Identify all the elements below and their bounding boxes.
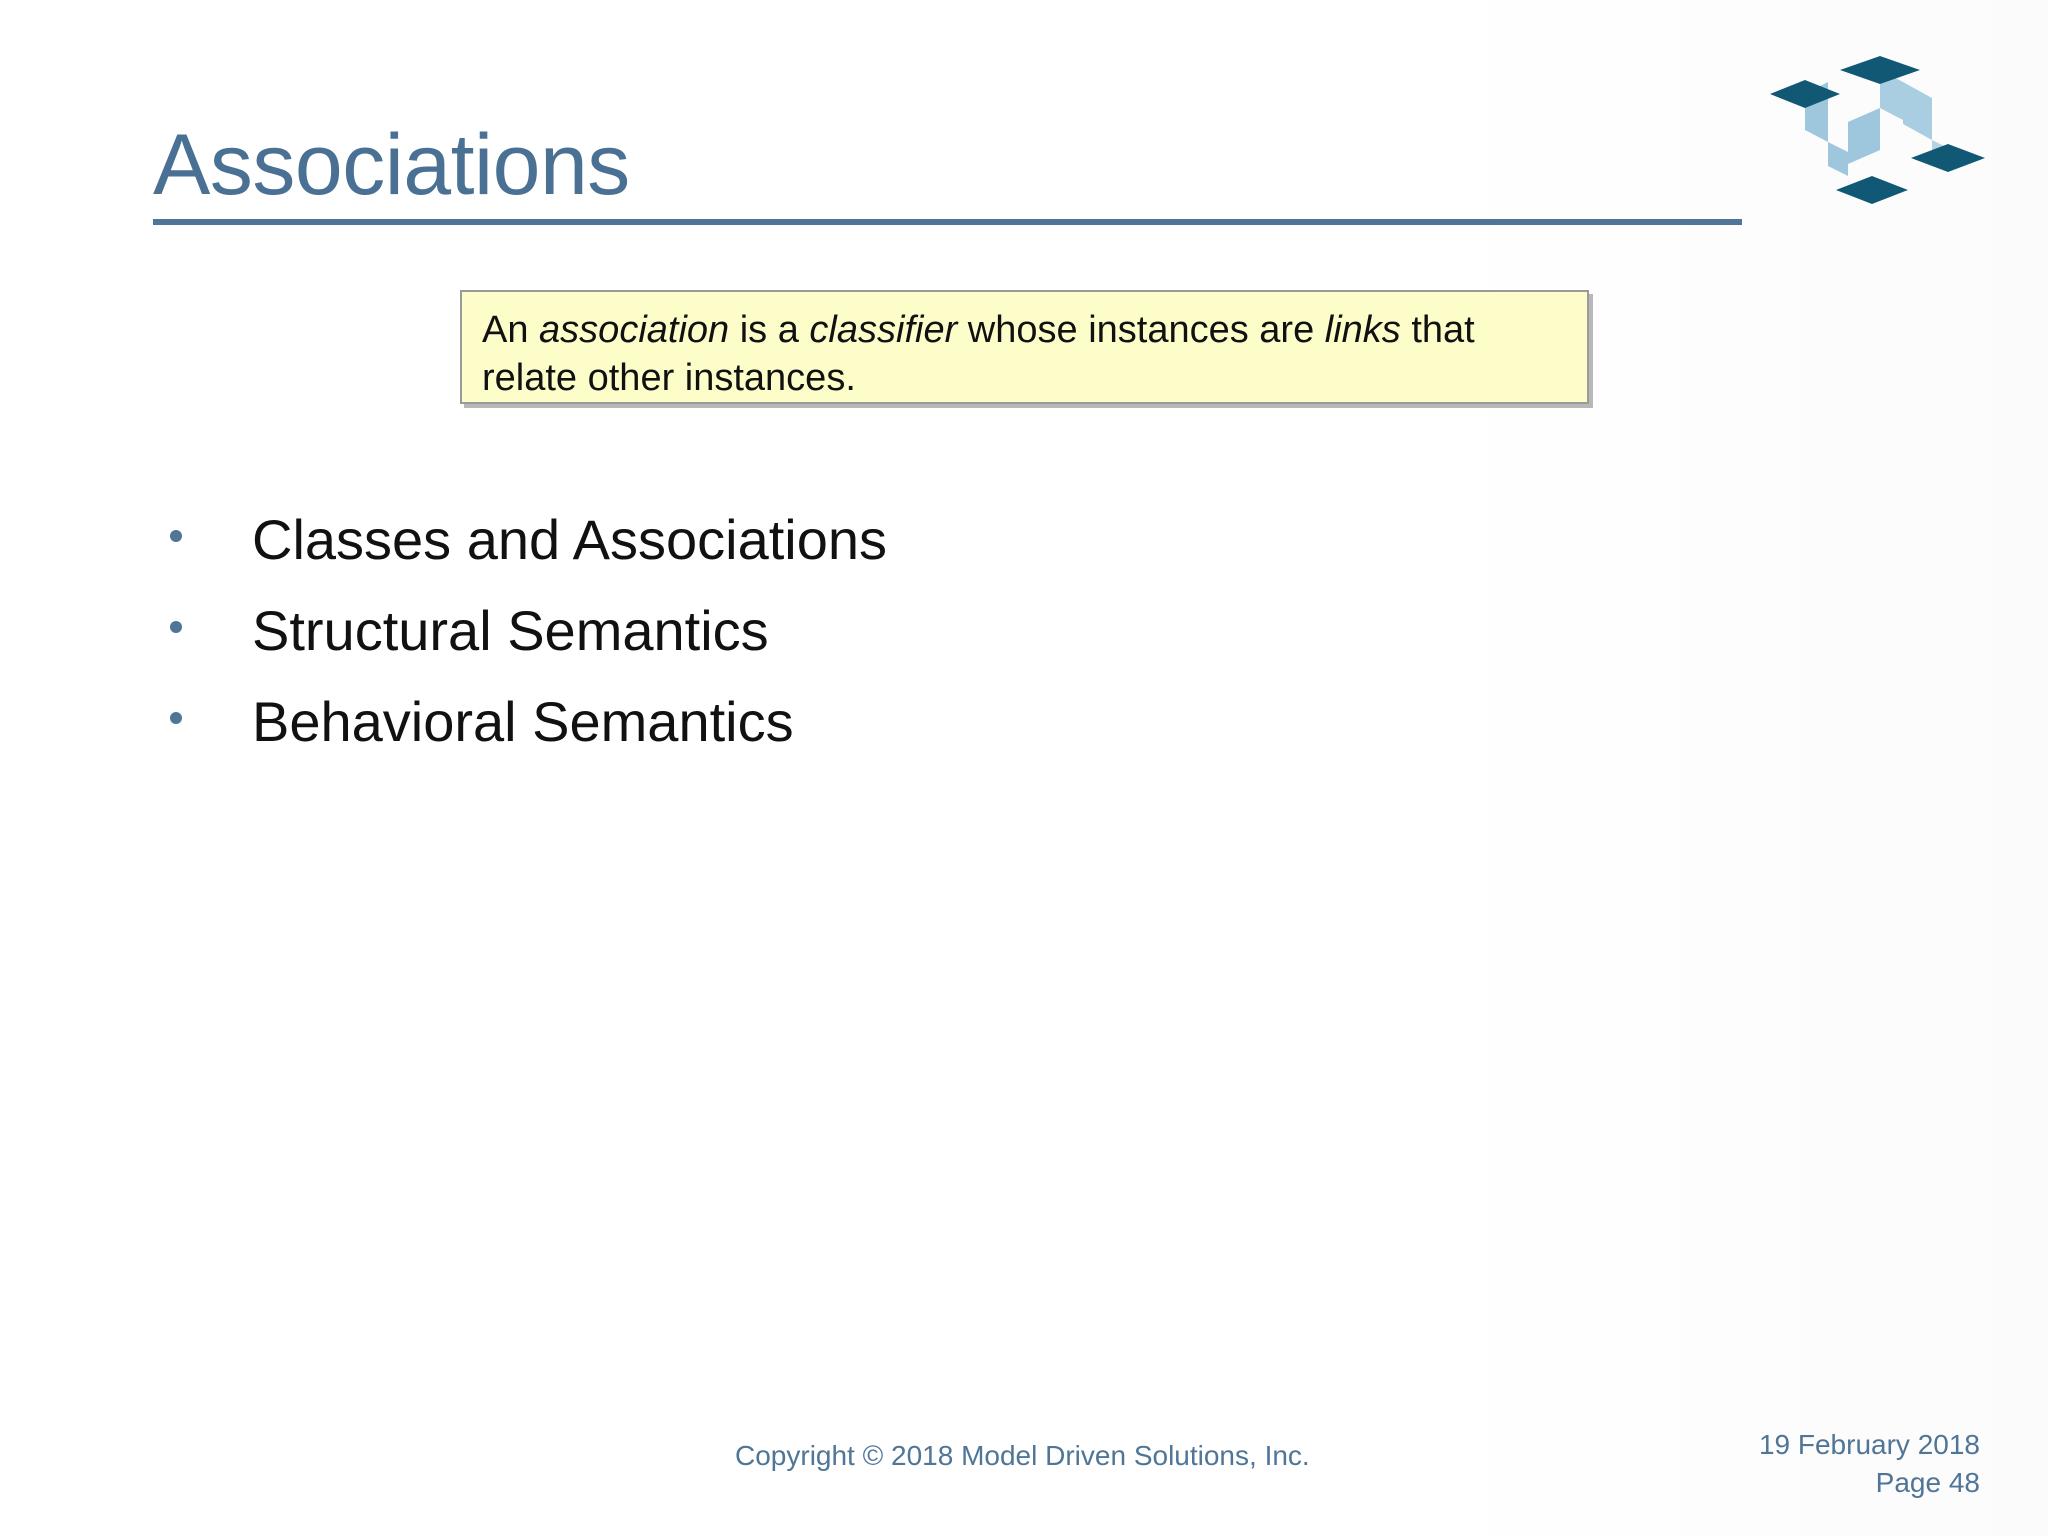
logo-dark-diamond <box>1770 80 1840 108</box>
callout-term-classifier: classifier <box>809 309 958 351</box>
bullet-text: Classes and Associations <box>252 508 888 571</box>
logo-light-face <box>1828 142 1848 176</box>
cube-stack-logo-icon <box>1770 52 2000 212</box>
bullet-dot-icon <box>170 712 182 724</box>
definition-callout <box>460 290 1589 404</box>
callout-term-association: association <box>539 309 730 351</box>
callout-text-part: that relate other instances. <box>482 309 1475 399</box>
callout-text-part: An <box>482 309 540 351</box>
bullet-dot-icon <box>170 530 182 542</box>
page-title: Associations <box>153 117 630 213</box>
footer-date: 19 February 2018 <box>1758 1429 1980 1460</box>
title-underline <box>153 219 1742 225</box>
logo-dark-diamond <box>1840 56 1920 84</box>
logo-dark-diamond <box>1911 144 1985 172</box>
footer-copyright: Copyright © 2018 Model Driven Solutions, Inc. <box>735 1440 1310 1471</box>
logo-light-face <box>1848 108 1880 164</box>
logo-dark-diamond <box>1836 176 1908 204</box>
bullet-text: Behavioral Semantics <box>252 690 794 753</box>
callout-term-links: links <box>1324 309 1401 351</box>
logo-light-face <box>1903 82 1932 140</box>
bullet-text: Structural Semantics <box>252 599 769 662</box>
callout-text-part: is a <box>729 309 810 351</box>
callout-text-part: whose instances are <box>957 309 1325 351</box>
bullet-dot-icon <box>170 621 182 633</box>
footer-page-number: Page 48 <box>1875 1467 1980 1498</box>
